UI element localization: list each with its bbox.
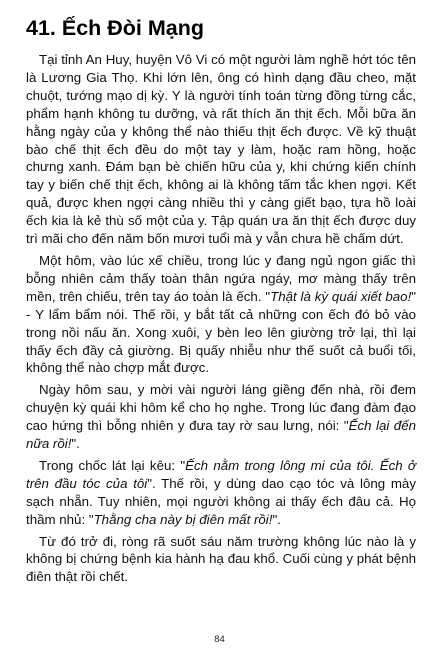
text-run: " - Y lẩm bẩm nói. Thế rồi, y bắt tất cả những con ếch đó bỏ vào trong nồi nấu ăn. Xong xuôi, y bèn leo lên giường trở lại, thì lại thấy ếch đầy cả giường. Bị quấy nhiễu như thế suốt cả buổi tối, không thể nào chợp mắt được. <box>26 288 416 376</box>
text-run: ". <box>71 436 80 452</box>
italic-quote: Thật là kỳ quái xiết bao! <box>270 288 412 304</box>
paragraph <box>26 51 416 248</box>
italic-quote: Ếch lại đến nữa rồi! <box>26 418 416 452</box>
chapter-title: 41. Ếch Đòi Mạng <box>26 16 205 40</box>
text-run: Ngày hôm sau, y mời vài người láng giềng đến nhà, rồi đem chuyện kỳ quái khi hôm kể cho họ nghe. Trong lúc đang đàm đạo cao hứng thì bỗng nhiên y đưa tay rờ sau lưng, nói: " <box>26 382 416 434</box>
italic-quote: Thằng cha này bị điên mất rồi! <box>93 511 273 527</box>
paragraph <box>26 457 416 529</box>
text-run: Tại tỉnh An Huy, huyện Vô Vi có một người làm nghề hớt tóc tên là Lương Gia Thọ. Khi lớn lên, ông có hình dạng đầu cheo, mặt chuột, tướng mạo dị kỳ. Y là người tính toán từng đồng từng cắc, phẩm hạnh không tu dưỡng, và rất thích ăn thịt ếch. Mỗi bữa ăn hằng ngày của y không thể nào thiếu thịt ếch được. Về kỹ thuật bào chế thịt ếch đều do một tay y làm, hoặc ram hồng, hoặc chưng xanh. Đám bạn bè chiến hữu của y, khi chứng kiến chính tay y biến chế thịt ếch, không ai là không tấm tắc khen ngợi. Kết quả, được khen ngợi càng nhiều thì y càng giết bạo, tựa hồ loài ếch kia là kẻ thù số một của y. Tập quán ưa ăn thịt ếch được duy trì mãi cho đến năm bốn mươi tuổi mà y vẫn chưa hề chấm dứt. <box>26 52 416 247</box>
text-run: Trong chốc lát lại kêu: " <box>39 457 186 473</box>
text-run: Một hôm, vào lúc xế chiều, trong lúc y đang ngủ ngon giấc thì bỗng nhiên cảm thấy toàn thân ngứa ngáy, mơ màng thấy trên mền, trên chiếu, trên tay áo toàn là ếch. " <box>26 252 416 304</box>
paragraph <box>26 252 416 377</box>
page-number: 84 <box>214 634 225 645</box>
italic-quote: Ếch nằm trong lông mi của tôi. Ếch ở trên đầu tóc của tôi <box>26 457 416 491</box>
paragraph <box>26 381 416 453</box>
text-run: ". <box>272 511 281 527</box>
text-run: Từ đó trở đi, ròng rã suốt sáu năm trường không lúc nào là y không bị chứng bệnh kia hành hạ đau khổ. Cuối cùng y phát bệnh điên thật rồi chết. <box>26 533 416 585</box>
story-body <box>26 51 416 590</box>
paragraph <box>26 533 416 587</box>
text-run: ". Thế rồi, y dùng dao cạo tóc và lông mày sạch nhẵn. Tuy nhiên, mọi người không ai thấy ếch đâu cả. Họ thầm nhủ: " <box>26 475 416 527</box>
